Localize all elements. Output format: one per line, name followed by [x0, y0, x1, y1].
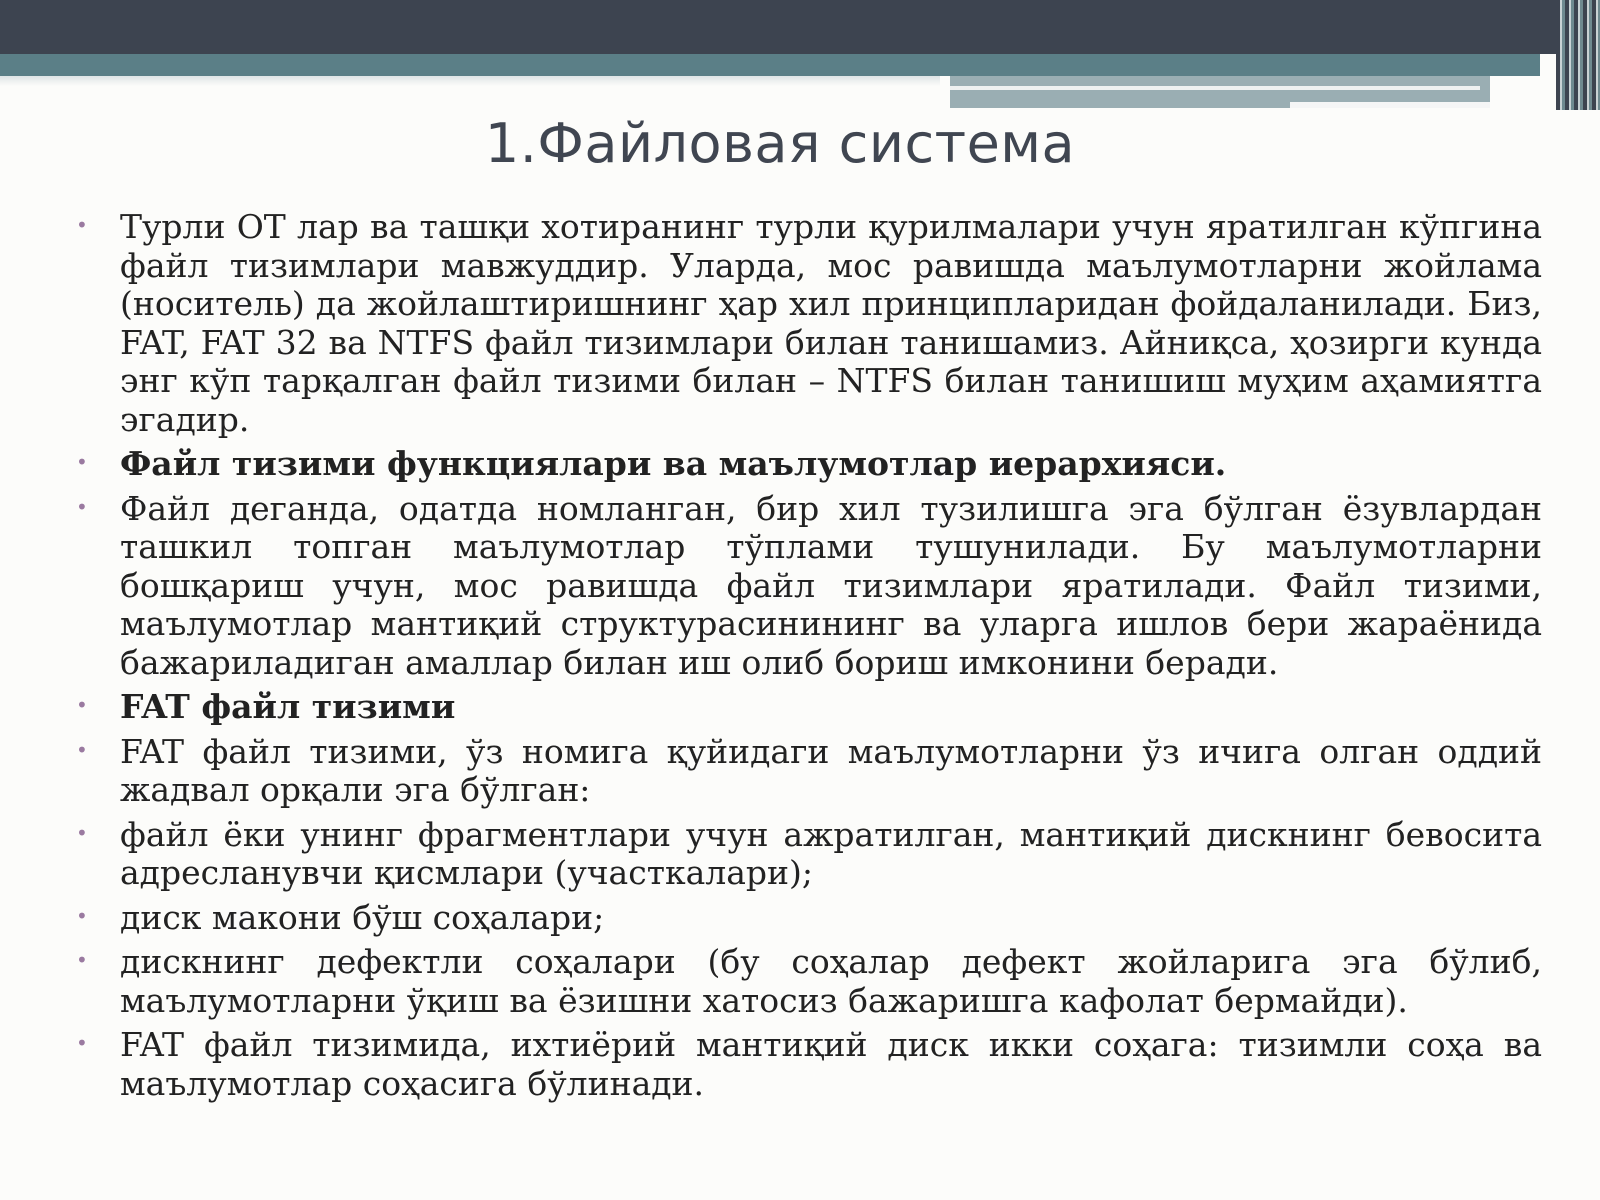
slide-title: 1.Файловая система — [484, 112, 1076, 175]
bullet-item-file-systems-intro — [76, 208, 1542, 439]
bullet-icon: • — [76, 213, 88, 237]
bullet-text: диск макони бўш соҳалари; — [120, 897, 605, 937]
header-band-teal — [0, 54, 1540, 76]
bullet-icon: • — [76, 820, 88, 845]
bullet-text: Турли ОТ лар ва ташқи хотиранинг турли қурилмалари учун яратилган кўпгина файл тизимлари мавжуддир. Уларда, мос равишда маълумотларни жойлама (носитель) да жойлаштиришнинг ҳар хил принципларидан фойдаланилади. Биз, FAT, FAT 32 ва NTFS файл тизимлари билан танишамиз. Айниқса, ҳозирги кунда энг кўп тарқалган файл тизими билан – NTFS билан танишиш муҳим аҳамиятга эгадир. — [120, 207, 1542, 439]
bullet-text: Файл тизими функциялари ва маълумотлар иерархияси. — [120, 444, 1227, 483]
header-accent-line-short — [1290, 102, 1490, 108]
bullet-text: файл ёки унинг фрагментлари учун ажратилган, мантиқий дискнинг бевосита адресланувчи қисмлари (участкалари); — [120, 814, 1542, 892]
bullet-item-file-definition — [76, 490, 1542, 683]
bullet-icon: • — [76, 450, 88, 474]
bullet-item-disk-areas — [76, 1026, 1542, 1103]
bullet-text: дискнинг дефектли соҳалари (бу соҳалар дефект жойларига эга бўлиб, маълумотларни ўқиш ва ёзишни хатосиз бажаришга кафолат бермайди). — [120, 942, 1542, 1020]
bullet-item-fragments — [76, 816, 1542, 893]
bullet-item-functions-heading — [76, 445, 1542, 484]
bullet-item-free-space — [76, 899, 1542, 938]
bullet-icon: • — [76, 737, 88, 762]
header-band-dark — [0, 0, 1600, 54]
bullet-text: FAT файл тизимида, ихтиёрий мантиқий диск икки соҳага: тизимли соҳа ва маълумотлар соҳасига бўлинади. — [120, 1025, 1542, 1103]
slide-edge-decoration — [1556, 0, 1600, 110]
bullet-text: FAT файл тизими — [120, 687, 456, 726]
header-band-shadow — [0, 76, 940, 86]
bullet-icon: • — [76, 494, 88, 519]
bullet-icon: • — [76, 693, 88, 717]
bullet-icon: • — [76, 1031, 88, 1055]
bullet-list — [76, 208, 1542, 1109]
bullet-item-defective-areas — [76, 943, 1542, 1020]
bullet-item-fat-table — [76, 733, 1542, 810]
bullet-icon: • — [76, 948, 88, 972]
bullet-text: FAT файл тизими, ўз номига қуйидаги маълумотларни ўз ичига олган оддий жадвал орқали эга бўлган: — [120, 731, 1542, 809]
bullet-icon: • — [76, 903, 88, 928]
bullet-text: Файл деганда, одатда номланган, бир хил тузилишга эга бўлган ёзувлардан ташкил топган маълумотлар тўплами тушунилади. Бу маълумотларни бошқариш учун, мос равишда файл тизимлари яратилади. Файл тизими, маълумотлар мантиқий структурасинининг ва уларга ишлов бери жараёнида бажариладиган амаллар билан иш олиб бориш имконини беради. — [120, 488, 1542, 682]
header-accent-line — [950, 86, 1480, 90]
bullet-item-fat-heading — [76, 688, 1542, 727]
